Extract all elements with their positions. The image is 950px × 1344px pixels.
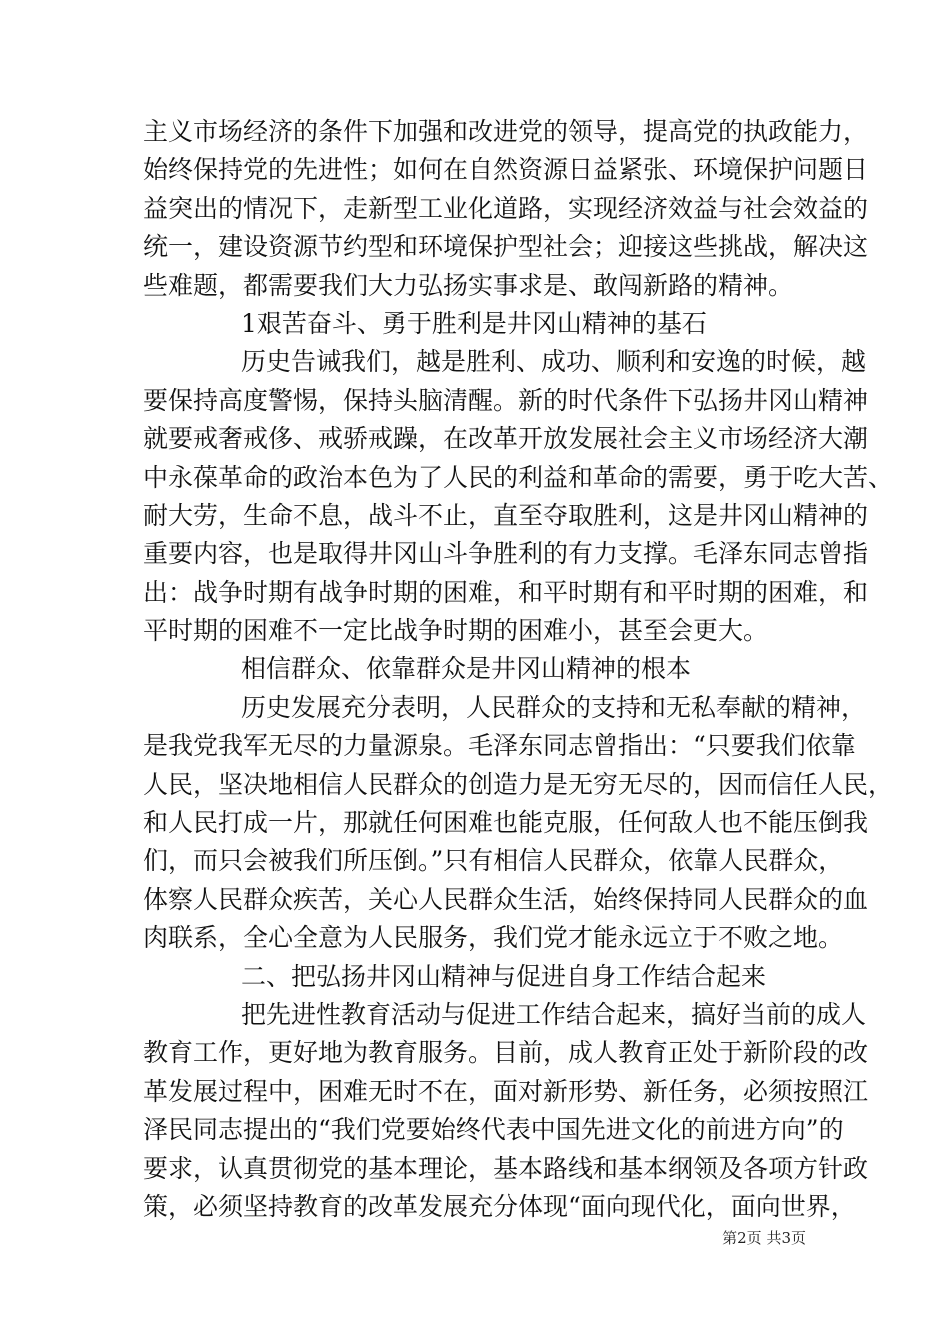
text-line: 始终保持党的先进性；如何在自然资源日益紧张、环境保护问题日 — [143, 155, 869, 185]
text-line: 体察人民群众疾苦，关心人民群众生活，始终保持同人民群众的血 — [143, 884, 869, 914]
section-heading: 1艰苦奋斗、勇于胜利是井冈山精神的基石 — [241, 308, 707, 338]
document-body — [143, 113, 894, 1226]
text-line: 出：战争时期有战争时期的困难，和平时期有和平时期的困难，和 — [143, 577, 869, 607]
text-line: 要保持高度警惕，保持头脑清醒。新的时代条件下弘扬井冈山精神 — [143, 385, 869, 415]
text-line: 就要戒奢戒侈、戒骄戒躁，在改革开放发展社会主义市场经济大潮 — [143, 424, 869, 454]
text-line: 策，必须坚持教育的改革发展充分体现“面向现代化，面向世界， — [143, 1191, 856, 1221]
section-heading: 相信群众、依靠群众是井冈山精神的根本 — [241, 654, 692, 684]
text-line: 们，而只会被我们所压倒。”只有相信人民群众，依靠人民群众， — [143, 846, 844, 876]
text-line: 把先进性教育活动与促进工作结合起来，搞好当前的成人 — [241, 999, 867, 1029]
text-line: 平时期的困难不一定比战争时期的困难小，甚至会更大。 — [143, 616, 769, 646]
text-line: 肉联系，全心全意为人民服务，我们党才能永远立于不败之地。 — [143, 923, 844, 953]
section-heading: 二、把弘扬井冈山精神与促进自身工作结合起来 — [241, 961, 767, 991]
text-line: 历史告诫我们，越是胜利、成功、顺利和安逸的时候，越 — [241, 347, 867, 377]
text-line: 些难题，都需要我们大力弘扬实事求是、敢闯新路的精神。 — [143, 270, 794, 300]
text-line: 重要内容，也是取得井冈山斗争胜利的有力支撑。毛泽东同志曾指 — [143, 539, 869, 569]
text-line: 历史发展充分表明，人民群众的支持和无私奉献的精神， — [241, 692, 867, 722]
text-line: 泽民同志提出的“我们党要始终代表中国先进文化的前进方向”的 — [143, 1115, 844, 1145]
text-line: 益突出的情况下，走新型工业化道路，实现经济效益与社会效益的 — [143, 193, 869, 223]
text-line: 耐大劳，生命不息，战斗不止，直至夺取胜利，这是井冈山精神的 — [143, 500, 869, 530]
text-line: 是我党我军无尽的力量源泉。毛泽东同志曾指出：“只要我们依靠 — [143, 731, 856, 761]
text-line: 统一，建设资源节约型和环境保护型社会；迎接这些挑战，解决这 — [143, 232, 869, 262]
text-line: 教育工作，更好地为教育服务。目前，成人教育正处于新阶段的改 — [143, 1038, 869, 1068]
text-line: 主义市场经济的条件下加强和改进党的领导，提高党的执政能力， — [143, 117, 869, 146]
text-line: 要求，认真贯彻党的基本理论，基本路线和基本纲领及各项方针政 — [143, 1153, 869, 1183]
text-line: 人民，坚决地相信人民群众的创造力是无穷无尽的，因而信任人民， — [143, 769, 894, 799]
text-line: 和人民打成一片，那就任何困难也能克服，任何敌人也不能压倒我 — [143, 808, 869, 838]
text-line: 中永葆革命的政治本色为了人民的利益和革命的需要，勇于吃大苦、 — [143, 462, 894, 492]
page-number: 第2页 共3页 — [722, 1229, 806, 1247]
text-line: 革发展过程中，困难无时不在，面对新形势、新任务，必须按照江 — [143, 1076, 869, 1106]
